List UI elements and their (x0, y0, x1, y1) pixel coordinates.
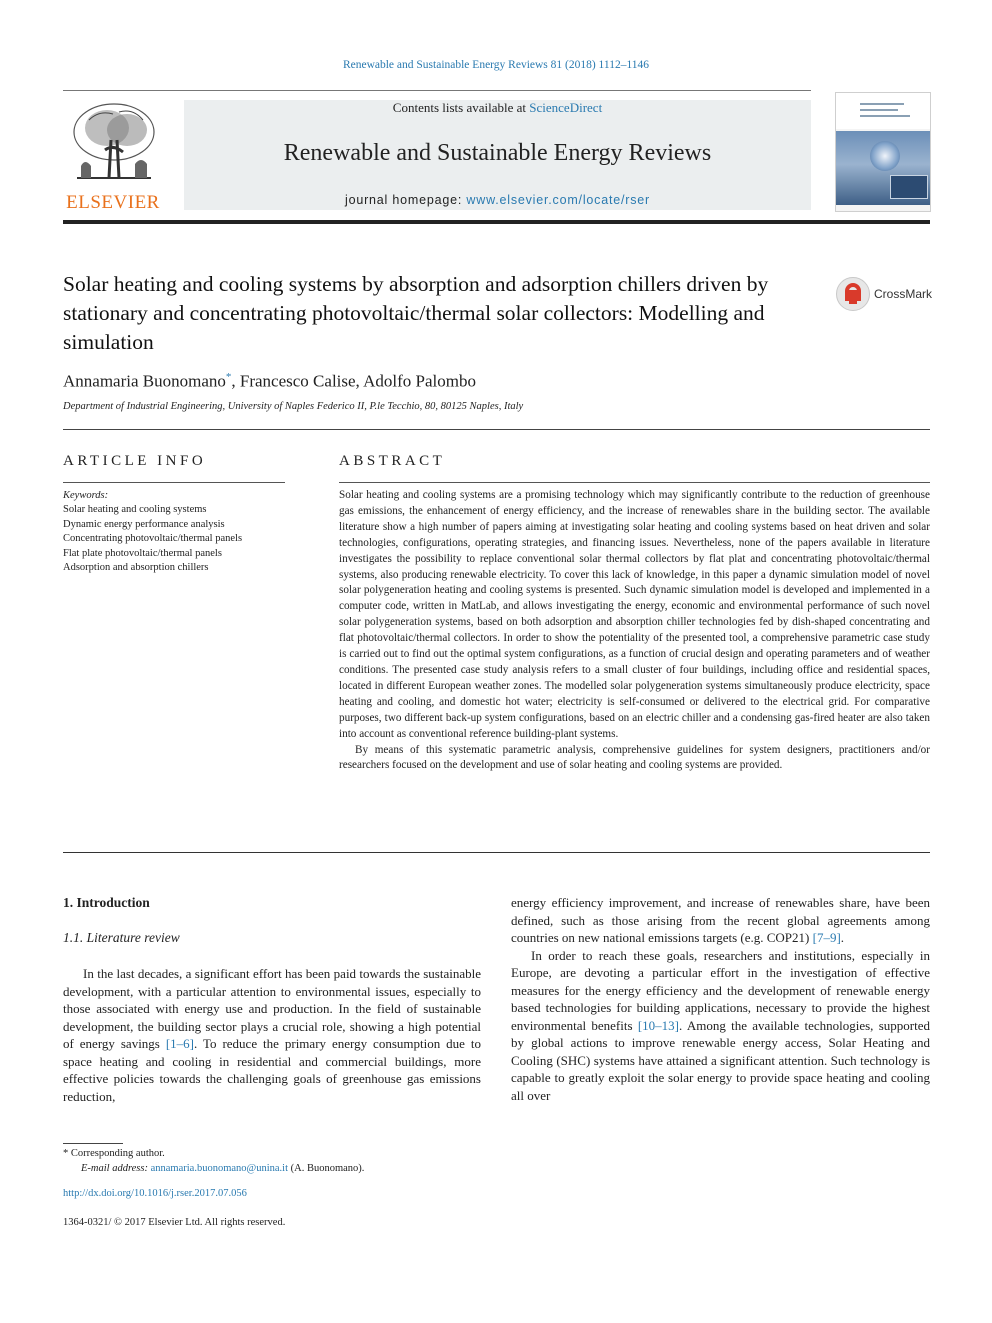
reference-link[interactable]: [10–13] (637, 1017, 679, 1033)
keywords-label: Keywords: (63, 490, 109, 501)
abstract-rule (339, 482, 930, 483)
journal-cover-thumbnail[interactable] (835, 92, 931, 212)
body-text: . To reduce the primary energy consumption due to space heating and cooling in residential and commercial buildings, more effective policies towards the challenging goals of greenhouse gas emissions reduction, (63, 1036, 482, 1104)
body-paragraph (63, 965, 481, 1105)
reference-link[interactable]: [1–6] (165, 1036, 194, 1051)
footnote-mark: * (63, 1148, 69, 1159)
article-title: Solar heating and cooling systems by absorption and adsorption chillers driven by stationary and concentrating photovoltaic/thermal solar collectors: Modelling and simulation (63, 272, 769, 354)
abstract-heading: ABSTRACT (339, 453, 446, 469)
cover-solar-panel (890, 175, 928, 199)
copyright: 1364-0321/ © 2017 Elsevier Ltd. All rights reserved. (63, 1217, 286, 1228)
sciencedirect-link[interactable]: ScienceDirect (529, 100, 603, 115)
abstract-paragraph: Solar heating and cooling systems are a promising technology which may significantly contribute to the reduction of greenhouse gas emissions, the enhancement of energy efficiency, and the increase of renewables share in the building sector. The available literature show a high number of papers aiming at investigating solar heating and cooling systems based on heat driven and solar technologies, configurations, operating strategies, and financing issues. Nevertheless, none of the papers available in literature investigates the possibility to replace conventional solar thermal collectors by flat plat and concentrating photovoltaic/thermal systems, also producing renewable electricity. To cover this lack of knowledge, in this paper a dynamic simulation model of novel solar polygeneration heating and cooling systems is presented. Such dynamic simulation model is developed and implemented in a computer code, written in MatLab, and allows investigating the energy, economic and environmental performance of such novel solar polygeneration systems, based on both adsorption and absorption chiller technologies fed by dish-shaped concentrating and flat photovoltaic/thermal collectors. In order to show the potentiality of the presented tool, a comprehensive parametric case study is carried out to find out the optimal system configurations, as a function of crucial design and operating parameters and of weather conditions. The presented case study analysis refers to a small cluster of four buildings, including office and residential spaces, located in different European weather zones. The modelled solar polygeneration systems simultaneously produce electricity, space heating and cooling, and domestic hot water; electricity is self-consumed or delivered to the electrical grid. For comparative purposes, two different back-up system configurations, based on an electric chiller and a condensing gas-fired heater are also taken into account as conventional reference building-plant systems. (339, 489, 930, 740)
article-info-rule (63, 482, 285, 483)
keyword: Adsorption and absorption chillers (63, 562, 209, 574)
keyword: Flat plate photovoltaic/thermal panels (63, 547, 222, 559)
keyword: Dynamic energy performance analysis (63, 518, 225, 530)
doi-link[interactable]: http://dx.doi.org/10.1016/j.rser.2017.07.056 (63, 1188, 247, 1199)
reference-link[interactable]: [7–9] (812, 930, 841, 945)
footnote (63, 1146, 364, 1176)
body-text: . Among the available technologies, supported by global actions to improve renewable energy access, Solar Heating and Cooling (SHC) systems have attained a significant attention. Such technology is capable to greatly exploit the solar energy to provide space heating and cooling all over (511, 1017, 930, 1103)
footnote-rule (63, 1143, 123, 1144)
footnote-text: Corresponding author. (68, 1148, 165, 1159)
crossmark-badge[interactable] (836, 277, 936, 311)
cover-title-band (836, 93, 930, 129)
body-paragraph (511, 894, 930, 947)
email-line (63, 1161, 364, 1176)
contents-prefix: Contents lists available at (392, 100, 530, 115)
body-text: . (840, 930, 845, 945)
keyword: Concentrating photovoltaic/thermal panels (63, 533, 243, 545)
abstract-divider (63, 852, 930, 853)
journal-citation[interactable]: Renewable and Sustainable Energy Reviews 81 (2018) 1112–1146 (342, 59, 650, 71)
journal-homepage-line (184, 193, 811, 207)
author-list (63, 371, 476, 392)
body-column-left (63, 965, 481, 1105)
section-heading: 1. Introduction (63, 895, 150, 910)
body-text: In the last decades, a significant effort has been paid towards the sustainable development, with a particular attention to environmental issues, especially to those associated with energy use and production. In the field of sustainable development, the building sector plays a crucial role, showing a high potential of energy savings (63, 966, 481, 1051)
homepage-link[interactable]: www.elsevier.com/locate/rser (466, 193, 650, 207)
header-divider (63, 429, 930, 430)
masthead-bottom-rule (63, 220, 930, 224)
top-rule (63, 90, 811, 91)
cover-globe (870, 141, 900, 171)
body-column-right (511, 894, 930, 1104)
affiliation: Department of Industrial Engineering, University of Naples Federico II, P.le Tecchio, 80, 80125 Naples, Italy (63, 401, 524, 412)
corresponding-author-note (63, 1146, 364, 1161)
homepage-prefix: journal homepage: (345, 193, 467, 207)
email-label: E-mail address: (81, 1163, 148, 1174)
keywords-block (63, 489, 293, 575)
journal-title: Renewable and Sustainable Energy Reviews (283, 140, 712, 166)
contents-line (184, 100, 811, 116)
email-suffix: (A. Buonomano). (288, 1163, 365, 1174)
corresponding-author-mark[interactable]: * (225, 371, 232, 383)
body-text: energy efficiency improvement, and increase of renewables share, have been defined, such as those arising from the recent global agreements among countries on new national emissions targets (e.g. COP21) (511, 895, 930, 945)
keyword: Solar heating and cooling systems (63, 504, 207, 516)
abstract-paragraph: By means of this systematic parametric analysis, comprehensive guidelines for system designers, practitioners and/or researchers focused on the development and use of solar heating and cooling systems are provided. (339, 743, 930, 772)
article-info-heading: ARTICLE INFO (63, 453, 207, 469)
subsection-heading: 1.1. Literature review (63, 930, 180, 945)
elsevier-tree-icon (69, 100, 159, 186)
author-name: Annamaria Buonomano (63, 371, 226, 391)
elsevier-logo[interactable] (63, 100, 163, 212)
body-paragraph (511, 947, 930, 1105)
crossmark-label: CrossMark (874, 287, 933, 301)
elsevier-wordmark: ELSEVIER (66, 192, 160, 213)
body-text: In order to reach these goals, researchers and institutions, especially in Europe, are devoting a particular effort in the investigation of effective measures for the energy efficiency and the development of renewable energy based technologies for building applications, necessary to provide the highest environmental benefits (511, 947, 930, 1033)
crossmark-icon (836, 277, 870, 311)
abstract-body (339, 488, 930, 774)
email-link[interactable]: annamaria.buonomano@unina.it (150, 1163, 288, 1174)
author-names-rest: , Francesco Calise, Adolfo Palombo (231, 371, 476, 391)
